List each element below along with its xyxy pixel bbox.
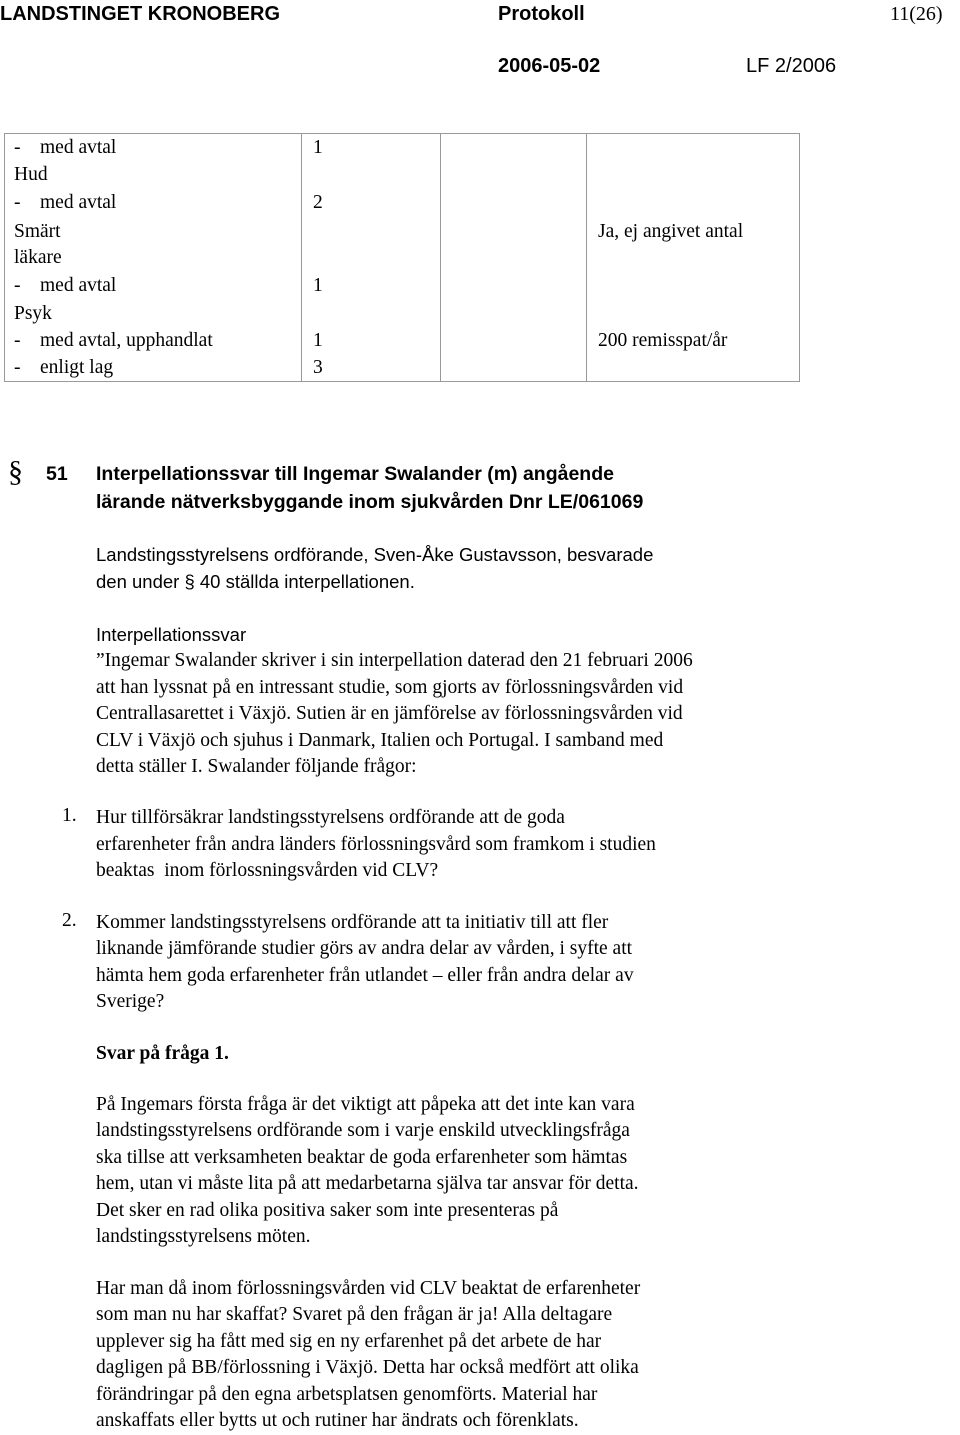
body-line: ”Ingemar Swalander skriver i sin interpellation daterad den 21 februari 2006 <box>96 650 693 671</box>
body-line: detta ställer I. Swalander följande frågor: <box>96 756 417 777</box>
answer-line: landstingsstyrelsens möten. <box>96 1226 311 1247</box>
table-border-right <box>799 133 800 382</box>
table-cell-label: Hud <box>14 164 48 185</box>
page-number: 11(26) <box>890 3 943 25</box>
table-cell-label: - med avtal <box>14 137 117 158</box>
question-number: 1. <box>62 805 77 826</box>
table-cell-label: Psyk <box>14 303 52 324</box>
table-cell-label: läkare <box>14 247 62 268</box>
section-symbol: § <box>8 455 23 488</box>
body-line: Centrallasarettet i Växjö. Sutien är en jämförelse av förlossningsvården vid <box>96 703 683 724</box>
question-line: hämta hem goda erfarenheter från utlandet – eller från andra delar av <box>96 965 634 986</box>
table-border-top <box>4 133 800 134</box>
doc-ref: LF 2/2006 <box>746 55 837 77</box>
table-border-bottom <box>4 381 800 382</box>
table-cell-label: - med avtal, upphandlat <box>14 330 213 351</box>
question-line: Hur tillförsäkrar landstingsstyrelsens ordförande att de goda <box>96 807 565 828</box>
org-name: LANDSTINGET KRONOBERG <box>0 3 280 25</box>
data-table <box>4 133 800 382</box>
table-cell-label: - med avtal <box>14 275 117 296</box>
table-cell-count: 1 <box>313 137 323 158</box>
body-line: CLV i Växjö och sjuhus i Danmark, Italien och Portugal. I samband med <box>96 730 664 751</box>
table-border-left <box>4 133 5 382</box>
table-cell-note: 200 remisspat/år <box>598 330 728 351</box>
table-cell-label: Smärt <box>14 221 61 242</box>
question-line: Sverige? <box>96 991 165 1012</box>
question-line: liknande jämförande studier görs av andra delar av vården, i syfte att <box>96 938 633 959</box>
answer-line: Har man då inom förlossningsvården vid CLV beaktat de erfarenheter <box>96 1278 641 1299</box>
table-divider-3 <box>586 133 587 382</box>
answer-line: Det sker en rad olika positiva saker som inte presenteras på <box>96 1200 559 1221</box>
table-cell-label: - med avtal <box>14 192 117 213</box>
table-cell-label: - enligt lag <box>14 357 114 378</box>
table-cell-count: 3 <box>313 357 323 378</box>
intro-line: den under § 40 ställda interpellationen. <box>96 571 415 592</box>
table-divider-2 <box>440 133 441 382</box>
question-line: beaktas inom förlossningsvården vid CLV? <box>96 860 439 881</box>
answer-line: dagligen på BB/förlossning i Växjö. Detta har också medfört att olika <box>96 1357 639 1378</box>
question-line: Kommer landstingsstyrelsens ordförande att ta initiativ till att fler <box>96 912 609 933</box>
table-cell-count: 1 <box>313 275 323 296</box>
table-cell-note: Ja, ej angivet antal <box>598 221 744 242</box>
answer-line: förändringar på den egna arbetsplatsen genomförts. Material har <box>96 1384 598 1405</box>
answer-line: På Ingemars första fråga är det viktigt att påpeka att det inte kan vara <box>96 1094 635 1115</box>
question-number: 2. <box>62 910 77 931</box>
doc-date: 2006-05-02 <box>498 55 601 77</box>
body-line: att han lyssnat på en intressant studie, som gjorts av förlossningsvården vid <box>96 677 684 698</box>
answer-line: som man nu har skaffat? Svaret på den frågan är ja! Alla deltagare <box>96 1304 613 1325</box>
subheading: Interpellationssvar <box>96 624 247 645</box>
answer-line: upplever sig ha fått med sig en ny erfarenhet på det arbete de har <box>96 1331 602 1352</box>
question-line: erfarenheter från andra länders förlossningsvård som framkom i studien <box>96 834 656 855</box>
doc-type: Protokoll <box>498 3 585 25</box>
table-cell-count: 2 <box>313 192 323 213</box>
intro-line: Landstingsstyrelsens ordförande, Sven-Åke Gustavsson, besvarade <box>96 544 654 565</box>
answer-line: anskaffats eller bytts ut och rutiner har ändrats och förenklats. <box>96 1410 579 1431</box>
answer-heading: Svar på fråga 1. <box>96 1043 229 1064</box>
answer-line: hem, utan vi måste lita på att medarbetarna själva tar ansvar för detta. <box>96 1173 639 1194</box>
table-cell-count: 1 <box>313 330 323 351</box>
answer-line: ska tillse att verksamheten beaktar de goda erfarenheter som hämtas <box>96 1147 628 1168</box>
answer-line: landstingsstyrelsens ordförande som i varje enskild utvecklingsfråga <box>96 1120 630 1141</box>
table-divider-1 <box>301 133 302 382</box>
section-number: 51 <box>46 463 68 485</box>
section-title-line2: lärande nätverksbyggande inom sjukvården Dnr LE/061069 <box>96 491 644 513</box>
section-title-line1: Interpellationssvar till Ingemar Swalander (m) angående <box>96 463 614 485</box>
